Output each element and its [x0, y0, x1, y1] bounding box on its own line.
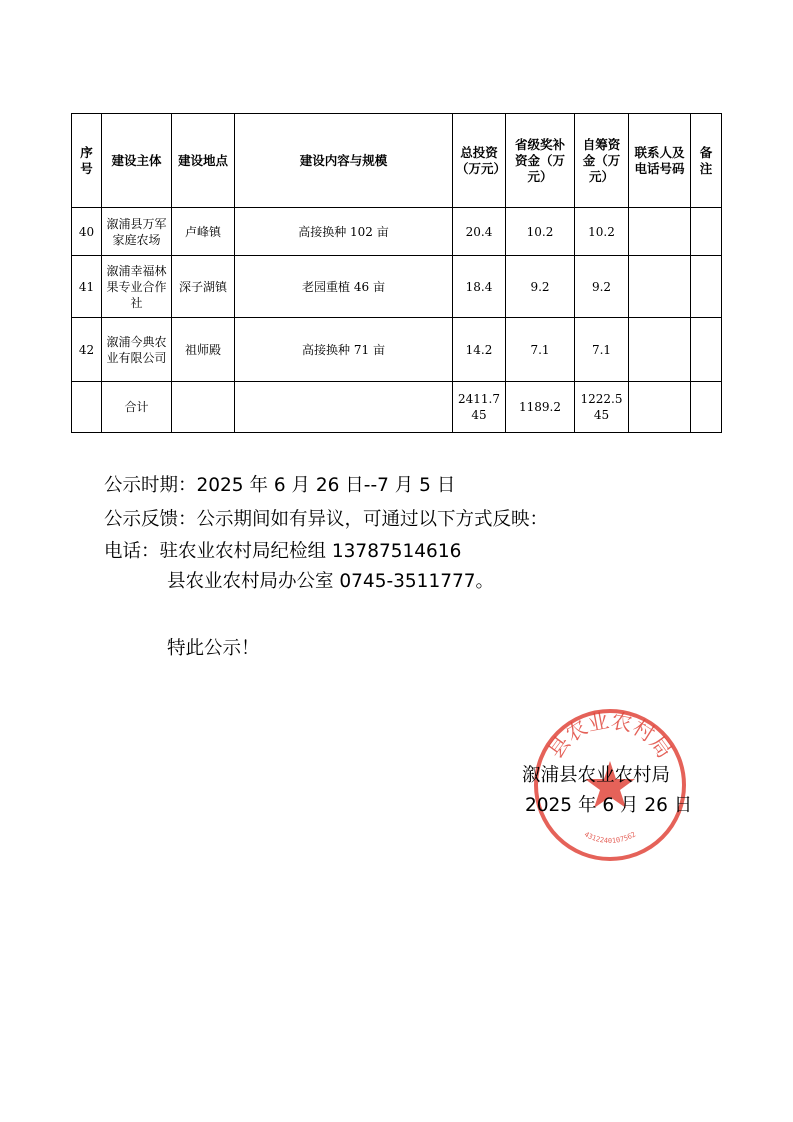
notice-phone-2: 县农业农村局办公室 0745-3511777。 [167, 571, 495, 592]
header-no: 序号 [72, 114, 102, 208]
table-header-row [72, 114, 722, 208]
total-self: 1222.545 [575, 382, 629, 433]
cell-location [172, 382, 235, 433]
table-row [72, 208, 722, 256]
cell-location: 卢峰镇 [172, 208, 235, 256]
notice-period: 公示时期：2025 年 6 月 26 日--7 月 5 日 [104, 475, 456, 496]
cell-provincial: 10.2 [506, 208, 575, 256]
cell-content [235, 382, 453, 433]
header-entity: 建设主体 [102, 114, 172, 208]
cell-content: 老园重植 46 亩 [235, 256, 453, 318]
cell-contact [629, 208, 691, 256]
cell-no: 40 [72, 208, 102, 256]
notice-feedback: 公示反馈：公示期间如有异议，可通过以下方式反映： [104, 509, 549, 530]
cell-provincial: 9.2 [506, 256, 575, 318]
cell-content: 高接换种 71 亩 [235, 318, 453, 382]
cell-no: 41 [72, 256, 102, 318]
header-total: 总投资（万元） [453, 114, 506, 208]
header-contact: 联系人及电话号码 [629, 114, 691, 208]
svg-text:4312240107562: 4312240107562 [582, 830, 638, 845]
table-row [72, 318, 722, 382]
cell-total: 18.4 [453, 256, 506, 318]
cell-location: 深子湖镇 [172, 256, 235, 318]
notice-closing: 特此公示！ [167, 638, 260, 659]
cell-no [72, 382, 102, 433]
cell-remark [691, 318, 722, 382]
cell-remark [691, 256, 722, 318]
signature-date: 2025 年 6 月 26 日 [525, 795, 693, 816]
cell-entity: 溆浦幸福林果专业合作社 [102, 256, 172, 318]
cell-total: 20.4 [453, 208, 506, 256]
total-provincial: 1189.2 [506, 382, 575, 433]
header-self: 自筹资金（万元） [575, 114, 629, 208]
cell-location: 祖师殿 [172, 318, 235, 382]
total-investment: 2411.745 [453, 382, 506, 433]
cell-contact [629, 318, 691, 382]
header-location: 建设地点 [172, 114, 235, 208]
notice-phone-1: 电话：驻农业农村局纪检组 13787514616 [104, 541, 462, 562]
cell-self: 7.1 [575, 318, 629, 382]
cell-total: 14.2 [453, 318, 506, 382]
signature-org: 溆浦县农业农村局 [522, 765, 671, 786]
table-row [72, 256, 722, 318]
header-remark: 备注 [691, 114, 722, 208]
cell-provincial: 7.1 [506, 318, 575, 382]
cell-self: 9.2 [575, 256, 629, 318]
cell-remark [691, 208, 722, 256]
cell-contact [629, 382, 691, 433]
header-provincial: 省级奖补资金（万元） [506, 114, 575, 208]
cell-entity: 溆浦县万军家庭农场 [102, 208, 172, 256]
project-table [71, 113, 722, 433]
cell-no: 42 [72, 318, 102, 382]
cell-entity: 溆浦今典农业有限公司 [102, 318, 172, 382]
total-label: 合计 [102, 382, 172, 433]
cell-contact [629, 256, 691, 318]
header-content: 建设内容与规模 [235, 114, 453, 208]
cell-remark [691, 382, 722, 433]
cell-self: 10.2 [575, 208, 629, 256]
cell-content: 高接换种 102 亩 [235, 208, 453, 256]
svg-text:县农业农村局: 县农业农村局 [543, 708, 677, 763]
total-row [72, 382, 722, 433]
